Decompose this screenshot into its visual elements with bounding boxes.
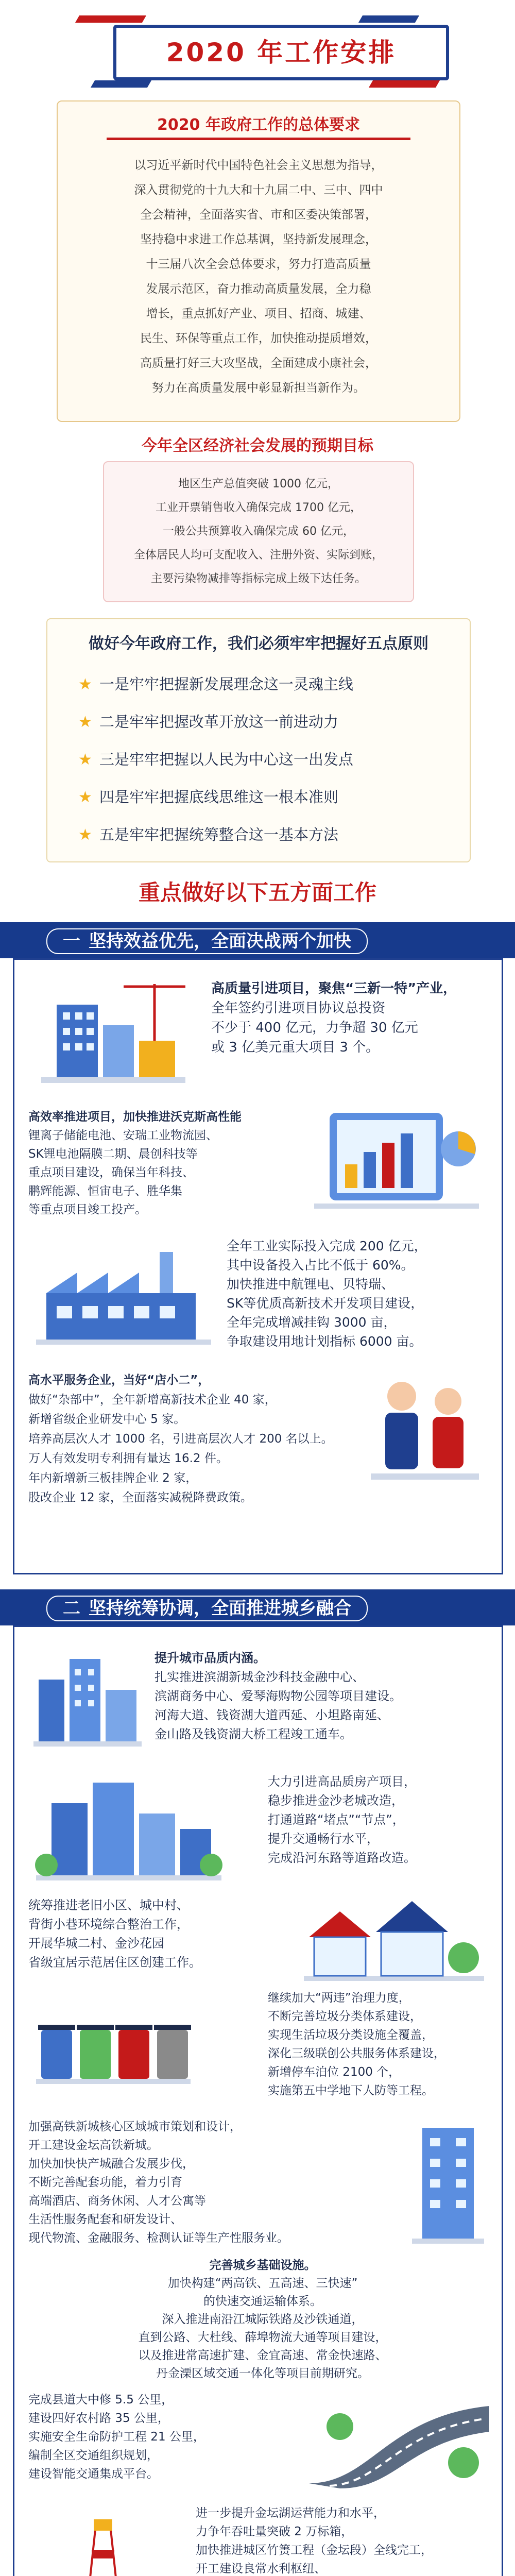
houses-illustration — [299, 1891, 489, 1984]
s2-e-line: 加强高铁新城核心区域城市策划和设计， — [28, 2120, 242, 2133]
star-icon: ★ — [78, 751, 92, 769]
s2-f-line: 以及推进常高速扩建、金宜高速、常金快速路、 — [138, 2349, 387, 2362]
principle-text: 二是牢牢把握改革开放这一前进动力 — [99, 713, 338, 731]
s2-f-head: 完善城乡基础设施。 — [209, 2259, 316, 2272]
s2-d-line: 深化三级联创公共服务体系建设， — [268, 2047, 445, 2060]
s2-e-line: 现代物流、金融服务、检测认证等生产性服务业。 — [28, 2231, 289, 2245]
intro-line: 全会精神，全面落实省、市和区委决策部署， — [140, 208, 377, 222]
star-icon: ★ — [78, 788, 92, 806]
s1-p4 — [28, 1370, 348, 1507]
s2-e-line: 高端酒店、商务休闲、人才公寓等 — [28, 2194, 206, 2208]
s2-c-line: 省级宜居示范居住区创建工作。 — [28, 1955, 201, 1970]
divider — [107, 138, 410, 140]
s1-p2-line: 锂离子储能电池、安瑞工业物流园、 — [28, 1129, 218, 1142]
intro-line: 坚持稳中求进工作总基调，坚持新发展理念， — [140, 233, 377, 246]
principle-text: 一是牢牢把握新发展理念这一灵魂主线 — [99, 675, 353, 693]
s2-d — [268, 1989, 494, 2100]
s2-c-line: 统筹推进老旧小区、城中村、 — [28, 1898, 189, 1912]
s2-f-line: 丹金溧区域交通一体化等项目前期研究。 — [156, 2367, 369, 2380]
s2-e-line: 开工建设金坛高铁新城。 — [28, 2139, 159, 2152]
garbage-bins-illustration — [31, 1999, 196, 2087]
tablet-chart-illustration — [309, 1103, 484, 1221]
s2-a-line: 河海大道、钱资湖大道西延、小坦路南延、 — [154, 1708, 389, 1722]
s2-d-line: 新增停车泊位 2100 个， — [268, 2065, 401, 2079]
principle-item — [78, 666, 439, 703]
s2-g-line: 编制全区交通组织规划， — [28, 2449, 159, 2462]
residential-illustration — [31, 1762, 227, 1886]
s2-e-line: 不断完善配套功能，着力引育 — [28, 2176, 182, 2189]
lighthouse-illustration — [31, 2504, 185, 2576]
intro-line: 以习近平新时代中国特色社会主义思想为指导， — [134, 159, 383, 172]
section1-bar — [0, 922, 515, 958]
s2-g-line: 实施安全生命防护工程 21 公里， — [28, 2430, 205, 2444]
s2-b — [268, 1772, 494, 1868]
intro-line: 十三届八次全会总体要求，努力打造高质量 — [146, 258, 371, 271]
s1-p4-line: 年内新增新三板挂牌企业 2 家， — [28, 1471, 198, 1485]
s2-h — [196, 2504, 494, 2576]
page-title: 2020 年工作安排 — [166, 38, 397, 67]
red-decor — [369, 80, 440, 88]
s1-p4-line: 做好“杂部中”，全年新增高新技术企业 40 家， — [28, 1393, 277, 1406]
intro-line: 努力在高质量发展中彰显新担当新作为。 — [152, 381, 365, 395]
s1-p4-line: 培养高层次人才 1000 名，引进高层次人才 200 名以上。 — [28, 1432, 333, 1446]
s1-p1-line: 或 3 亿美元重大项目 3 个。 — [211, 1040, 380, 1055]
s2-f-line: 的快速交通运输体系。 — [203, 2295, 322, 2308]
s2-h-line: 开工建设良常水利枢纽、 — [196, 2562, 326, 2575]
focus-heading: 重点做好以下五方面工作 — [138, 880, 376, 905]
header — [21, 10, 494, 98]
s2-c — [28, 1896, 296, 1972]
s2-d-line: 继续加大“两违”治理力度， — [268, 1991, 410, 2005]
s1-p2-line: 高效率推进项目，加快推进沃克斯高性能 — [28, 1110, 242, 1124]
s1-p4-line: 万人有效发明专利拥有量达 16.2 件。 — [28, 1452, 228, 1465]
section1-title — [46, 928, 368, 954]
principle-item — [78, 816, 439, 854]
section2-bar — [0, 1589, 515, 1625]
principle-item — [78, 703, 439, 741]
intro-line: 发展示范区，奋力推动高质量发展，全力稳 — [146, 282, 371, 296]
target-line: 地区生产总值突破 1000 亿元， — [178, 478, 339, 490]
star-icon: ★ — [78, 675, 92, 693]
s1-p2-line: 鹏辉能源、恒宙电子、胜华集 — [28, 1184, 182, 1198]
targets-card — [103, 461, 414, 602]
s1-p3-line: SK等优质高新技术开发项目建设， — [227, 1296, 424, 1311]
s1-p1-line: 不少于 400 亿元，力争超 30 亿元 — [211, 1020, 418, 1036]
s2-e — [28, 2117, 399, 2247]
principles-heading: 做好今年政府工作，我们必须牢牢把握好五点原则 — [89, 635, 428, 653]
road-illustration — [309, 2385, 489, 2488]
section2-title — [46, 1596, 368, 1621]
s1-p2-line: SK锂电池隔膜二期、晨创科技等 — [28, 1147, 198, 1161]
s2-h-line: 力争年吞吐量突破 2 万标箱， — [196, 2525, 353, 2538]
principles-card — [46, 618, 471, 862]
section2-title-text: 坚持统筹协调，全面推进城乡融合 — [89, 1598, 351, 1619]
s1-p3-line: 其中设备投入占比不低于 60%。 — [227, 1258, 414, 1273]
s2-b-line: 大力引进高品质房产项目， — [268, 1774, 416, 1789]
principle-text: 四是牢牢把握底线思维这一根本准则 — [99, 788, 338, 806]
principles-list — [78, 666, 439, 854]
s2-c-line: 开展华城二村、金沙花园 — [28, 1936, 164, 1951]
s1-p3-line: 全年完成增减挂钩 3000 亩， — [227, 1315, 397, 1330]
s2-b-line: 稳步推进金沙老城改造， — [268, 1793, 404, 1808]
s2-a — [154, 1649, 494, 1744]
s2-b-line: 提升交通畅行水平， — [268, 1832, 379, 1846]
city-building-illustration — [36, 974, 191, 1092]
s1-p2-line: 重点项目建设，确保当年科技、 — [28, 1166, 194, 1179]
s2-b-line: 打通道路“堵点”“节点”， — [268, 1812, 405, 1827]
s1-p2 — [28, 1108, 286, 1219]
s2-d-line: 不断完善垃圾分类体系建设， — [268, 2010, 422, 2023]
s2-g-line: 建设智能交通集成平台。 — [28, 2467, 159, 2481]
s1-p1-line: 全年签约引进项目协议总投资 — [211, 1001, 386, 1016]
s2-b-line: 完成沿河东路等道路改造。 — [268, 1851, 416, 1865]
s1-p3 — [227, 1236, 494, 1351]
s2-g — [28, 2391, 296, 2483]
s2-f-line: 直到公路、大杜线、薛埠物流大通等项目建设， — [138, 2331, 387, 2344]
s1-p4-line: 高水平服务企业，当好“店小二”， — [28, 1374, 210, 1387]
target-line: 全体居民人均可支配收入、注册外资、实际到账， — [133, 549, 383, 562]
section1-title-text: 坚持效益优先，全面决战两个加快 — [89, 931, 351, 952]
principle-text: 三是牢牢把握以人民为中心这一出发点 — [99, 751, 353, 768]
section2-number: 二 — [63, 1598, 80, 1619]
section1-number: 一 — [63, 931, 80, 952]
s2-f — [77, 2257, 448, 2383]
s2-h-line: 加快推进城区竹箦工程（金坛段）全线完工， — [196, 2544, 433, 2557]
city-skyline-illustration — [28, 1649, 147, 1752]
target-line: 主要污染物减排等指标完成上级下达任务。 — [150, 572, 366, 585]
blue-decor — [91, 80, 151, 88]
intro-heading: 2020 年政府工作的总体要求 — [157, 116, 360, 134]
s1-p1-line: 高质量引进项目，聚焦“三新一特”产业， — [211, 981, 457, 996]
s2-h-line: 进一步提升金坛湖运营能力和水平， — [196, 2506, 385, 2520]
target-line: 一般公共预算收入确保完成 60 亿元， — [163, 525, 354, 538]
targets-text — [104, 472, 413, 591]
s2-a-head: 提升城市品质内涵。 — [154, 1651, 266, 1665]
principle-item — [78, 741, 439, 778]
s2-d-line: 实现生活垃圾分类设施全覆盖， — [268, 2028, 434, 2042]
s1-p4-line: 股改企业 12 家，全面落实减税降费政策。 — [28, 1491, 252, 1504]
s2-c-line: 背街小巷环境综合整治工作， — [28, 1917, 189, 1931]
principle-item — [78, 778, 439, 816]
star-icon: ★ — [78, 713, 92, 731]
intro-text — [89, 153, 428, 400]
s2-e-line: 加快加快快产城融合发展步伐， — [28, 2157, 194, 2171]
s2-g-line: 建设四好农村路 35 公里， — [28, 2412, 169, 2425]
principle-text: 五是牢牢把握统筹整合这一基本方法 — [99, 826, 338, 843]
highrise-illustration — [407, 2117, 489, 2246]
s2-f-line: 加快构建“两高铁、五高速、三快速” — [167, 2277, 358, 2290]
s1-p3-line: 加快推进中航锂电、贝特瑞、 — [227, 1277, 394, 1292]
title-box — [113, 25, 449, 80]
business-people-illustration — [360, 1365, 489, 1499]
s1-p2-line: 等重点项目竣工投产。 — [28, 1203, 147, 1216]
red-decor — [75, 15, 146, 23]
targets-heading: 今年全区经济社会发展的预期目标 — [142, 437, 373, 455]
blue-decor — [358, 15, 419, 23]
intro-line: 增长，重点抓好产业、项目、招商、城建、 — [146, 307, 371, 320]
intro-line: 民生、环保等重点工作，加快推动提质增效， — [140, 332, 377, 345]
intro-line: 高质量打好三大攻坚战，全面建成小康社会， — [140, 357, 377, 370]
s1-p1 — [211, 979, 500, 1057]
s2-a-line: 金山路及钱资湖大桥工程竣工通车。 — [154, 1727, 352, 1741]
s1-p3-line: 争取建设用地计划指标 6000 亩。 — [227, 1334, 422, 1349]
s2-d-line: 实施第五中学地下人防等工程。 — [268, 2084, 434, 2097]
s1-p3-line: 全年工业实际投入完成 200 亿元， — [227, 1239, 427, 1253]
s2-g-line: 完成县道大中修 5.5 公里， — [28, 2393, 174, 2406]
intro-line: 深入贯彻党的十九大和十九届二中、三中、四中 — [134, 183, 383, 197]
s2-e-line: 生活性服务配套和研发设计、 — [28, 2213, 182, 2226]
star-icon: ★ — [78, 826, 92, 844]
factory-illustration — [31, 1236, 216, 1350]
s2-a-line: 滨湖商务中心、爱琴海购物公园等项目建设。 — [154, 1689, 402, 1703]
s2-a-line: 扎实推进滨湖新城金沙科技金融中心、 — [154, 1670, 365, 1684]
s2-f-line: 深入推进南沿江城际铁路及沙铁通道， — [162, 2313, 364, 2326]
target-line: 工业开票销售收入确保完成 1700 亿元， — [156, 501, 362, 514]
s1-p4-line: 新增省级企业研发中心 5 家。 — [28, 1413, 186, 1426]
intro-card — [57, 100, 460, 422]
